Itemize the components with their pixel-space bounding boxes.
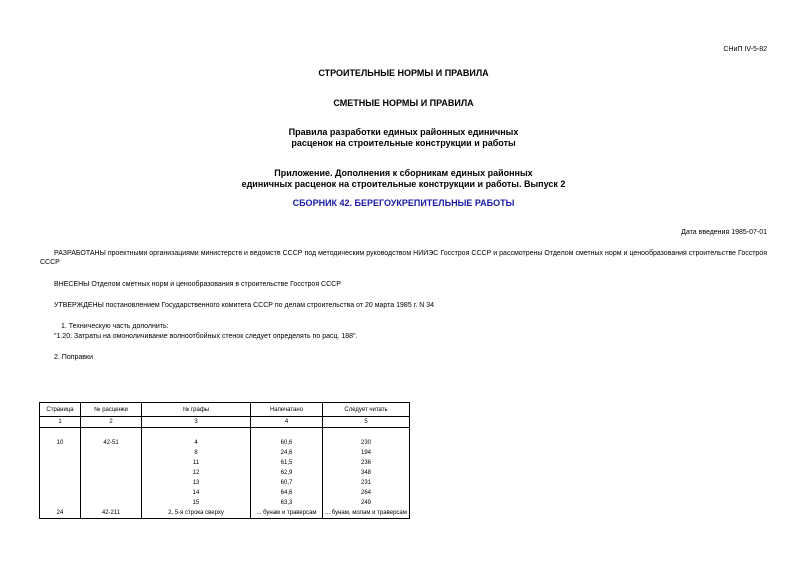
table-cell xyxy=(40,488,81,498)
table-cell xyxy=(40,498,81,508)
document-code: СНиП IV-5-82 xyxy=(723,46,767,53)
appendix-title-line-1: Приложение. Дополнения к сборникам единых районных xyxy=(274,168,533,178)
table-cell: 194 xyxy=(323,448,410,458)
table-cell: 264 xyxy=(323,488,410,498)
table-cell xyxy=(81,468,142,478)
collection-title: СБОРНИК 42. БЕРЕГОУКРЕПИТЕЛЬНЫЕ РАБОТЫ xyxy=(292,198,515,208)
header-rate-number: № расценки xyxy=(81,403,142,417)
table-cell xyxy=(40,458,81,468)
column-number-cell: 4 xyxy=(251,417,323,428)
header-should-read: Следует читать xyxy=(323,403,410,417)
table-cell: ... бунам и траверсам xyxy=(251,508,323,519)
header-printed: Напечатано xyxy=(251,403,323,417)
corrections-heading: 2. Поправки xyxy=(54,354,93,361)
table-row xyxy=(40,508,410,519)
developed-by-paragraph: РАЗРАБОТАНЫ проектными организациями министерств и ведомств СССР под методическим руководством НИИЭС Госстроя СССР и рассмотрены Отделом сметных норм и ценообразования строительстве Госстроя СССР xyxy=(40,250,767,266)
table-cell: 348 xyxy=(323,468,410,478)
clause-1-20-paragraph: "1.20. Затраты на омоноличивание волноотбойных стенок следует определять по расц. 188". xyxy=(54,333,358,340)
corrections-table xyxy=(39,402,410,519)
table-cell xyxy=(40,478,81,488)
technical-part-paragraph: 1. Техническую часть дополнить: xyxy=(61,323,169,330)
table-cell: 12 xyxy=(142,468,251,478)
table-cell: 8 xyxy=(142,448,251,458)
table-cell: 2, 5-я строка сверху xyxy=(142,508,251,519)
table-cell: 60,7 xyxy=(251,478,323,488)
header-page: Страница xyxy=(40,403,81,417)
table-row xyxy=(40,448,410,458)
table-cell: 42-211 xyxy=(81,508,142,519)
table-cell xyxy=(81,458,142,468)
table-cell: 13 xyxy=(142,478,251,488)
table-cell: 24 xyxy=(40,508,81,519)
table-spacer-row xyxy=(40,428,410,439)
column-number-cell: 5 xyxy=(323,417,410,428)
table-row xyxy=(40,458,410,468)
table-cell: 10 xyxy=(40,438,81,448)
table-cell: 24,6 xyxy=(251,448,323,458)
table-row xyxy=(40,488,410,498)
column-number-cell: 3 xyxy=(142,417,251,428)
table-cell: 64,6 xyxy=(251,488,323,498)
table-cell xyxy=(81,448,142,458)
table-cell: 236 xyxy=(323,458,410,468)
table-cell: 63,3 xyxy=(251,498,323,508)
document-subtitle: СМЕТНЫЕ НОРМЫ И ПРАВИЛА xyxy=(333,98,474,108)
approved-by-paragraph: УТВЕРЖДЕНЫ постановлением Государственного комитета СССР по делам строительства от 20 марта 1985 г. N 34 xyxy=(54,302,435,309)
table-cell: 11 xyxy=(142,458,251,468)
table-row xyxy=(40,438,410,448)
document-title: СТРОИТЕЛЬНЫЕ НОРМЫ И ПРАВИЛА xyxy=(318,68,489,78)
table-cell xyxy=(81,488,142,498)
table-cell: 42-51 xyxy=(81,438,142,448)
table-cell: 230 xyxy=(323,438,410,448)
rules-title-line-2: расценок на строительные конструкции и работы xyxy=(291,138,516,148)
table-cell: 249 xyxy=(323,498,410,508)
appendix-title-line-2: единичных расценок на строительные конструкции и работы. Выпуск 2 xyxy=(241,179,566,189)
table-cell: ... бунам, молам и траверсам xyxy=(323,508,410,519)
table-cell xyxy=(40,468,81,478)
table-row xyxy=(40,478,410,488)
table-cell: 231 xyxy=(323,478,410,488)
table-row xyxy=(40,498,410,508)
table-cell: 4 xyxy=(142,438,251,448)
table-column-numbers-row xyxy=(40,417,410,428)
table-row xyxy=(40,468,410,478)
effective-date: Дата введения 1985-07-01 xyxy=(681,229,767,236)
rules-title xyxy=(0,127,807,149)
appendix-title xyxy=(0,168,807,190)
table-cell: 60,6 xyxy=(251,438,323,448)
table-cell xyxy=(81,498,142,508)
table-cell: 14 xyxy=(142,488,251,498)
table-cell xyxy=(81,478,142,488)
header-column-number: № графы xyxy=(142,403,251,417)
table-cell: 15 xyxy=(142,498,251,508)
table-cell: 62,9 xyxy=(251,468,323,478)
table-cell xyxy=(40,448,81,458)
table-header-row xyxy=(40,403,410,417)
introduced-by-paragraph: ВНЕСЕНЫ Отделом сметных норм и ценообразования в строительстве Госстроя СССР xyxy=(54,281,341,288)
rules-title-line-1: Правила разработки единых районных единичных xyxy=(288,127,519,137)
table-cell: 61,5 xyxy=(251,458,323,468)
column-number-cell: 1 xyxy=(40,417,81,428)
column-number-cell: 2 xyxy=(81,417,142,428)
